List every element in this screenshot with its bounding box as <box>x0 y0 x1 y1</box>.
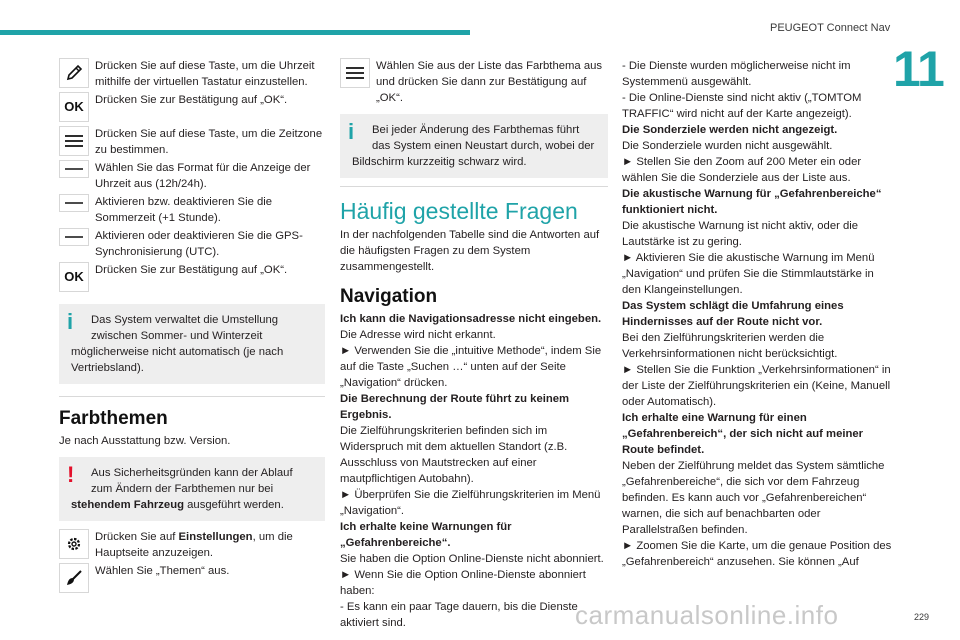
faq-answer: Bei den Zielführungskriterien werden die Verkehrsinformationen nicht berücksichtigt. <box>622 332 838 360</box>
faq-answer: Neben der Zielführung meldet das System sämtliche „Gefahrenbereiche“, die sich vor dem Fahrzeug befinden. Es kann auch vor „Gefahrenbereichen“ warnen, die sich auf benachbarten oder Parallelstraßen befinden. <box>622 460 885 536</box>
column-1 <box>59 58 325 597</box>
info-icon: i <box>67 309 74 334</box>
section-heading: Farbthemen <box>59 408 168 429</box>
column-2 <box>340 58 608 631</box>
faq-solution: ► Stellen Sie den Zoom auf 200 Meter ein oder wählen Sie die Sonderziele aus der Liste aus. <box>622 156 862 184</box>
faq-solution: ► Zoomen Sie die Karte, um die genaue Position des „Gefahrenbereich“ anzusehen. Sie können „Auf <box>622 540 892 568</box>
toggle-icon <box>59 160 89 178</box>
instruction-text: Drücken Sie zur Bestätigung auf „OK“. <box>95 94 288 106</box>
pencil-icon <box>59 58 89 88</box>
chapter-number: 11 <box>893 41 944 97</box>
text-part: , um die Hauptseite anzuzeigen. <box>95 531 293 559</box>
section-heading: Navigation <box>340 286 438 307</box>
instruction-text: Drücken Sie auf diese Taste, um die Zeitzone zu bestimmen. <box>95 128 323 156</box>
toggle-icon <box>59 194 89 212</box>
faq-question: Die Sonderziele werden nicht angezeigt. <box>622 124 838 136</box>
instruction-text: Wählen Sie das Format für die Anzeige der Uhrzeit aus (12h/24h). <box>95 162 311 190</box>
instruction-text: Drücken Sie auf diese Taste, um die Uhrzeit mithilfe der virtuellen Tastatur einzustellen. <box>95 60 315 88</box>
instruction-row <box>59 92 325 126</box>
note-text: Aus Sicherheitsgründen kann der Ablauf zum Ändern der Farbthemen nur bei <box>91 467 293 495</box>
page-number: 229 <box>914 612 930 622</box>
header-title: PEUGEOT Connect Nav <box>770 22 891 34</box>
note-text: Bildschirm kurzzeitig schwarz wird. <box>352 156 527 168</box>
faq-answer: - Es kann ein paar Tage dauern, bis die Dienste aktiviert sind. <box>340 601 578 629</box>
instruction-text: Aktivieren bzw. deaktivieren Sie die Sommerzeit (+1 Stunde). <box>95 196 273 224</box>
instruction-text <box>95 529 325 561</box>
divider <box>340 186 608 187</box>
faq-question: Die Berechnung der Route führt zu keinem Ergebnis. <box>340 393 570 421</box>
ok-button-icon: OK <box>59 92 89 122</box>
faq-question: Ich kann die Navigationsadresse nicht eingeben. <box>340 313 602 325</box>
instruction-text: Drücken Sie zur Bestätigung auf „OK“. <box>95 264 288 276</box>
warning-note <box>59 457 325 521</box>
instruction-row <box>340 58 608 106</box>
divider <box>59 396 325 397</box>
faq-answer: - Die Dienste wurden möglicherweise nicht im Systemmenü ausgewählt. <box>622 60 851 88</box>
note-text: ausgeführt werden. <box>187 499 284 511</box>
faq-intro: In der nachfolgenden Tabelle sind die Antworten auf die häufigsten Fragen zu dem System zusammengestellt. <box>340 229 600 273</box>
list-icon <box>59 126 89 156</box>
column-3 <box>622 58 892 570</box>
instruction-text: Aktivieren oder deaktivieren Sie die GPS-Synchronisierung (UTC). <box>95 230 303 258</box>
list-icon <box>340 58 370 88</box>
watermark: carmanualsonline.info <box>575 600 839 630</box>
faq-question: Ich erhalte keine Warnungen für „Gefahrenbereiche“. <box>340 521 512 549</box>
instruction-row <box>59 194 325 228</box>
info-note <box>59 304 325 384</box>
instruction-text: Wählen Sie aus der Liste das Farbthema aus und drücken Sie dann zur Bestätigung auf „OK“. <box>376 60 603 104</box>
instruction-row <box>59 228 325 262</box>
note-text: Das System verwaltet die Umstellung zwischen Sommer- und Winterzeit <box>91 314 279 342</box>
faq-solution: ► Verwenden Sie die „intuitive Methode“, indem Sie auf die Taste „Suchen …“ unten auf der Seite „Navigation“ drücken. <box>340 345 602 389</box>
note-text: Bei jeder Änderung des Farbthemas führt das System einen Neustart durch, wobei der <box>372 124 595 152</box>
instruction-row <box>59 529 325 563</box>
faq-answer: Sie haben die Option Online-Dienste nicht abonniert. <box>340 553 604 565</box>
faq-answer: - Die Online-Dienste sind nicht aktiv („TOMTOM TRAFFIC“ wird nicht auf der Karte angezeigt). <box>622 92 862 120</box>
faq-answer: Die Zielführungskriterien befinden sich im Widerspruch mit dem aktuellen Standort (z.B. Ausschluss von Mautstrecken auf einer mautpflichtigen Autobahn). <box>340 425 568 485</box>
faq-answer: Die Adresse wird nicht erkannt. <box>340 329 496 341</box>
instruction-row <box>59 126 325 160</box>
info-note <box>340 114 608 178</box>
header-accent-bar <box>0 30 470 35</box>
faq-solution: ► Aktivieren Sie die akustische Warnung im Menü „Navigation“ und prüfen Sie die Stimmlautstärke in den Klangeinstellungen. <box>622 252 875 296</box>
section-intro: Je nach Ausstattung bzw. Version. <box>59 435 231 447</box>
paint-brush-icon <box>59 563 89 593</box>
faq-question: Das System schlägt die Umfahrung eines Hindernisses auf der Route nicht vor. <box>622 300 844 328</box>
faq-answer: Die akustische Warnung ist nicht aktiv, oder die Lautstärke ist zu gering. <box>622 220 859 248</box>
faq-solution: ► Wenn Sie die Option Online-Dienste abonniert haben: <box>340 569 586 597</box>
note-bold-text: stehendem Fahrzeug <box>71 499 184 511</box>
toggle-icon <box>59 228 89 246</box>
instruction-row <box>59 563 325 597</box>
faq-solution: ► Überprüfen Sie die Zielführungskriterien im Menü „Navigation“. <box>340 489 601 517</box>
instruction-text: Wählen Sie „Themen“ aus. <box>95 565 230 577</box>
gear-icon <box>59 529 89 559</box>
faq-question: Die akustische Warnung für „Gefahrenbereiche“ funktioniert nicht. <box>622 188 882 216</box>
info-icon: i <box>348 119 355 144</box>
text-part: Drücken Sie auf <box>95 531 176 543</box>
ok-button-icon: OK <box>59 262 89 292</box>
note-text: möglicherweise nicht automatisch (je nach Vertriebsland). <box>71 346 284 374</box>
instruction-row <box>59 262 325 296</box>
faq-solution: ► Stellen Sie die Funktion „Verkehrsinformationen“ in der Liste der Zielführungskriterien ein (Keine, Manuell oder Automatisch). <box>622 364 891 408</box>
instruction-row <box>59 160 325 194</box>
instruction-row <box>59 58 325 92</box>
text-bold: Einstellungen <box>178 531 253 543</box>
faq-question: Ich erhalte eine Warnung für einen „Gefahrenbereich“, der sich nicht auf meiner Route befindet. <box>622 412 864 456</box>
faq-title: Häufig gestellte Fragen <box>340 198 578 224</box>
warning-icon: ! <box>67 462 75 487</box>
faq-answer: Die Sonderziele wurden nicht ausgewählt. <box>622 140 833 152</box>
